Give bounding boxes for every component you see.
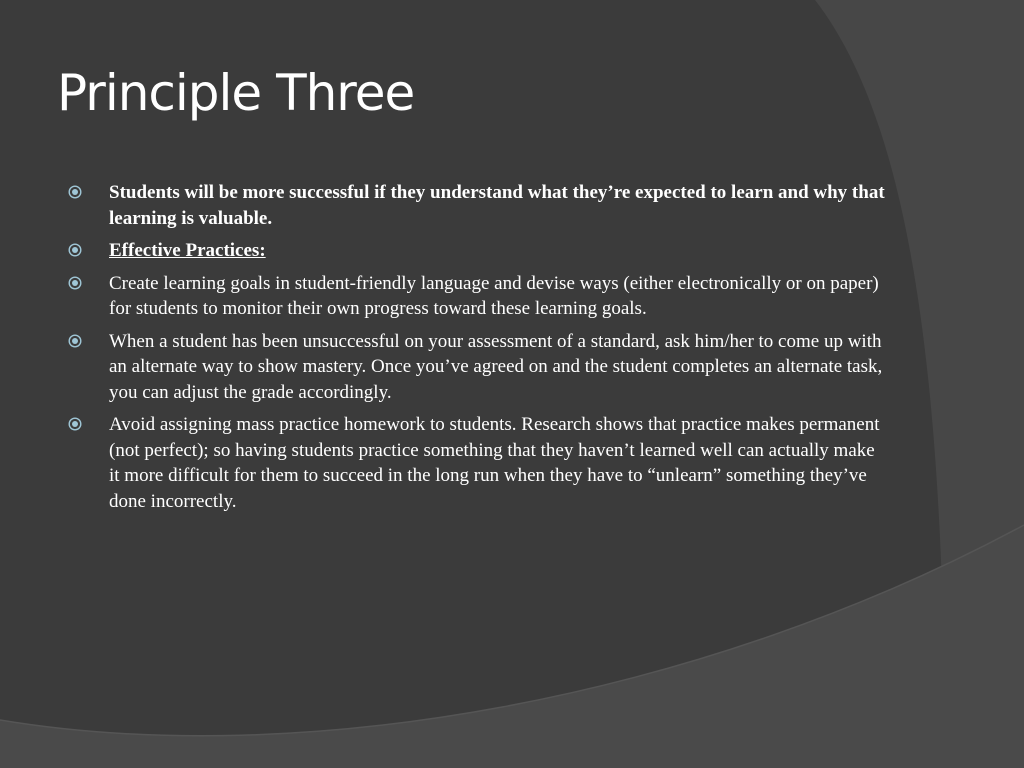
circled-dot-icon bbox=[68, 276, 82, 290]
bullet-text: Avoid assigning mass practice homework to students. Research shows that practice makes permanent (not perfect); so having students practice something that they haven’t learned well can actually make it more difficult for them to succeed in the long run when they have to “unlearn” something they’ve done incorrectly. bbox=[109, 414, 880, 512]
bullet-text: Create learning goals in student-friendly language and devise ways (either electronically or on paper) for students to monitor their own progress toward these learning goals. bbox=[109, 272, 879, 319]
slide-title: Principle Three bbox=[57, 64, 415, 122]
bullet-list bbox=[66, 180, 886, 521]
bullet-item bbox=[66, 329, 886, 406]
swoosh-bottom bbox=[0, 525, 1024, 768]
bullet-item bbox=[66, 271, 886, 322]
bullet-text: Students will be more successful if they understand what they’re expected to learn and why that learning is valuable. bbox=[109, 182, 885, 229]
circled-dot-icon bbox=[68, 185, 82, 199]
circled-dot-icon bbox=[68, 417, 82, 431]
bullet-text: Effective Practices: bbox=[109, 240, 266, 261]
bullet-item bbox=[66, 180, 886, 231]
bullet-item bbox=[66, 238, 886, 264]
circled-dot-icon bbox=[68, 334, 82, 348]
bullet-item bbox=[66, 412, 886, 514]
circled-dot-icon bbox=[68, 243, 82, 257]
bullet-text: When a student has been unsuccessful on your assessment of a standard, ask him/her to come up with an alternate way to show mastery. Once you’ve agreed on and the student completes an alternate task, you can adjust the grade accordingly. bbox=[109, 330, 883, 403]
